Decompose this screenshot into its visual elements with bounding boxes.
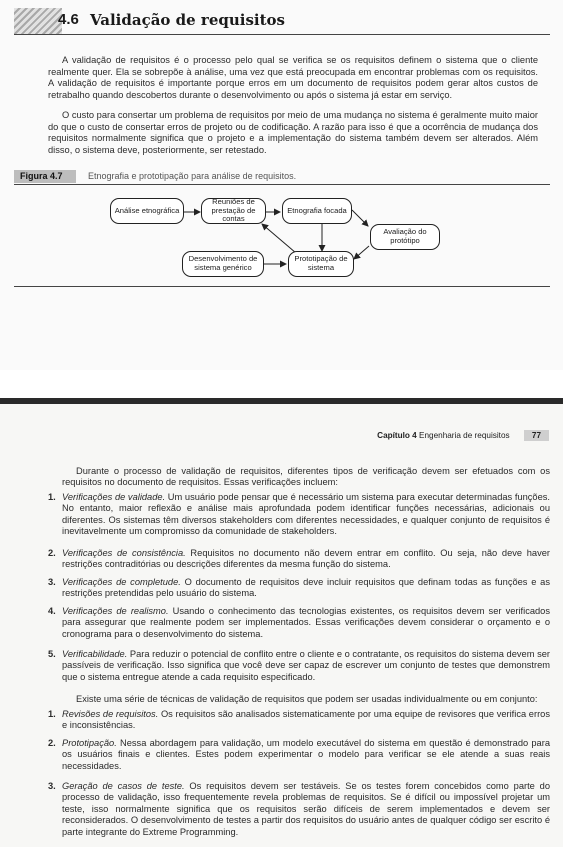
technique-item-1: 1. Revisões de requisitos. Os requisitos são analisados sistematicamente por uma equipe de revisores que verifica erros e inconsistências. xyxy=(48,709,550,731)
page-number: 77 xyxy=(524,430,549,441)
page-77 xyxy=(0,398,563,847)
chapter-label: Capítulo 4 xyxy=(377,431,417,440)
section-title: Validação de requisitos xyxy=(90,11,285,29)
figure-label: Figura 4.7 xyxy=(14,170,76,183)
chapter-title: Engenharia de requisitos xyxy=(419,431,510,440)
check-item-3: 3. Verificações de completude. O documento de requisitos deve incluir requisitos que definam todas as funções e as restrições pretendidas pelo usuário do sistema. xyxy=(48,577,551,599)
paragraph-2: O custo para consertar um problema de requisitos por meio de uma mudança no sistema é geralmente muito maior do que o custo de consertar erros de projeto ou de codificação. A razão para isso é que a ocorrência de mudança dos requisitos normalmente significa que o projeto e a implementação do sistema também devem ser alterados. Além disso, o sistema deve, posteriormente, ser retestado. xyxy=(48,110,538,155)
figure-arrows xyxy=(0,0,563,370)
node-avaliacao-prototipo: Avaliação do protótipo xyxy=(370,224,440,250)
page-top xyxy=(0,0,563,370)
arrow-etnografia-avaliacao xyxy=(352,210,368,226)
techniques-intro: Existe uma série de técnicas de validação de requisitos que podem ser usadas individualmente ou em conjunto: xyxy=(76,694,538,704)
check-item-1: 1. Verificações de validade. Um usuário pode pensar que é necessário um sistema para executar determinadas funções. No entanto, maior reflexão e análise mais aprofundada podem identificar funções necessárias, adicionais ou diferentes. Os sistemas têm diversos stakeholders com diferentes necessidades, e qualquer conjunto de requisitos é inevitavelmente um compromisso da comunidade de stakeholders. xyxy=(48,492,551,537)
node-etnografia-focada: Etnografia focada xyxy=(282,198,352,224)
figure-bottom-rule xyxy=(14,286,550,287)
check-item-5: 5. Verificabilidade. Para reduzir o potencial de conflito entre o cliente e o contratante, os requisitos do sistema devem ser passíveis de verificação. Isso significa que você deve ser capaz de escrever um conjunto de testes que demonstrem que o sistema entregue atende a cada requisito especificado. xyxy=(48,649,550,682)
technique-item-2: 2. Prototipação. Nessa abordagem para validação, um modelo executável do sistema em questão é demonstrado para os usuários finais e clientes. Estes podem experimentar o modelo para verificar se ele atende a suas reais necessidades. xyxy=(48,738,550,771)
figure-title: Etnografia e prototipação para análise de requisitos. xyxy=(88,171,297,181)
node-prototipacao-sistema: Prototipação de sistema xyxy=(288,251,354,277)
running-header xyxy=(377,430,549,441)
section-number: 4.6 xyxy=(58,11,79,28)
technique-item-3: 3. Geração de casos de teste. Os requisitos devem ser testáveis. Se os testes forem concebidos como parte do processo de validação, isso frequentemente revela problemas de requisitos. Se é difícil ou impossível projetar um teste, isso normalmente significa que os requisitos serão difíceis de serem implementados e devem ser reconsiderados. O desenvolvimento de testes a partir dos requisitos do usuário antes de qualquer código ser escrito é parte integrante do Extreme Programming. xyxy=(48,781,550,837)
paragraph-1: A validação de requisitos é o processo pelo qual se verifica se os requisitos definem o sistema que o cliente realmente quer. Ela se sobrepõe à análise, uma vez que está preocupada em encontrar problemas com os requisitos. A validação de requisitos é importante porque erros em um documento de requisitos podem gerar altos custos de retrabalho quando descobertos durante o desenvolvimento ou após o sistema já estar em serviço. xyxy=(48,55,538,100)
check-item-2: 2. Verificações de consistência. Requisitos no documento não devem entrar em conflito. Ou seja, não deve haver restrições contraditórias ou descrições diferentes da mesma função do sistema. xyxy=(48,548,550,570)
node-desenvolvimento-sistema-generico: Desenvolvimento de sistema genérico xyxy=(182,251,264,277)
node-analise-etnografica: Análise etnográfica xyxy=(110,198,184,224)
arrow-avaliacao-prototipacao xyxy=(354,246,369,259)
check-item-4: 4. Verificações de realismo. Usando o conhecimento das tecnologias existentes, os requisitos devem ser verificados para assegurar que realmente podem ser implementados. Essas verificações devem considerar o orçamento e o cronograma para o desenvolvimento do sistema. xyxy=(48,606,551,639)
page-gap xyxy=(0,370,563,398)
intro-paragraph: Durante o processo de validação de requisitos, diferentes tipos de verificação devem ser efetuados com os requisitos no documento de requisitos. Essas verificações incluem: xyxy=(62,466,550,488)
arrow-prototipacao-reunioes xyxy=(262,224,296,253)
node-reunioes-prestacao-contas: Reuniões de prestação de contas xyxy=(201,198,266,224)
